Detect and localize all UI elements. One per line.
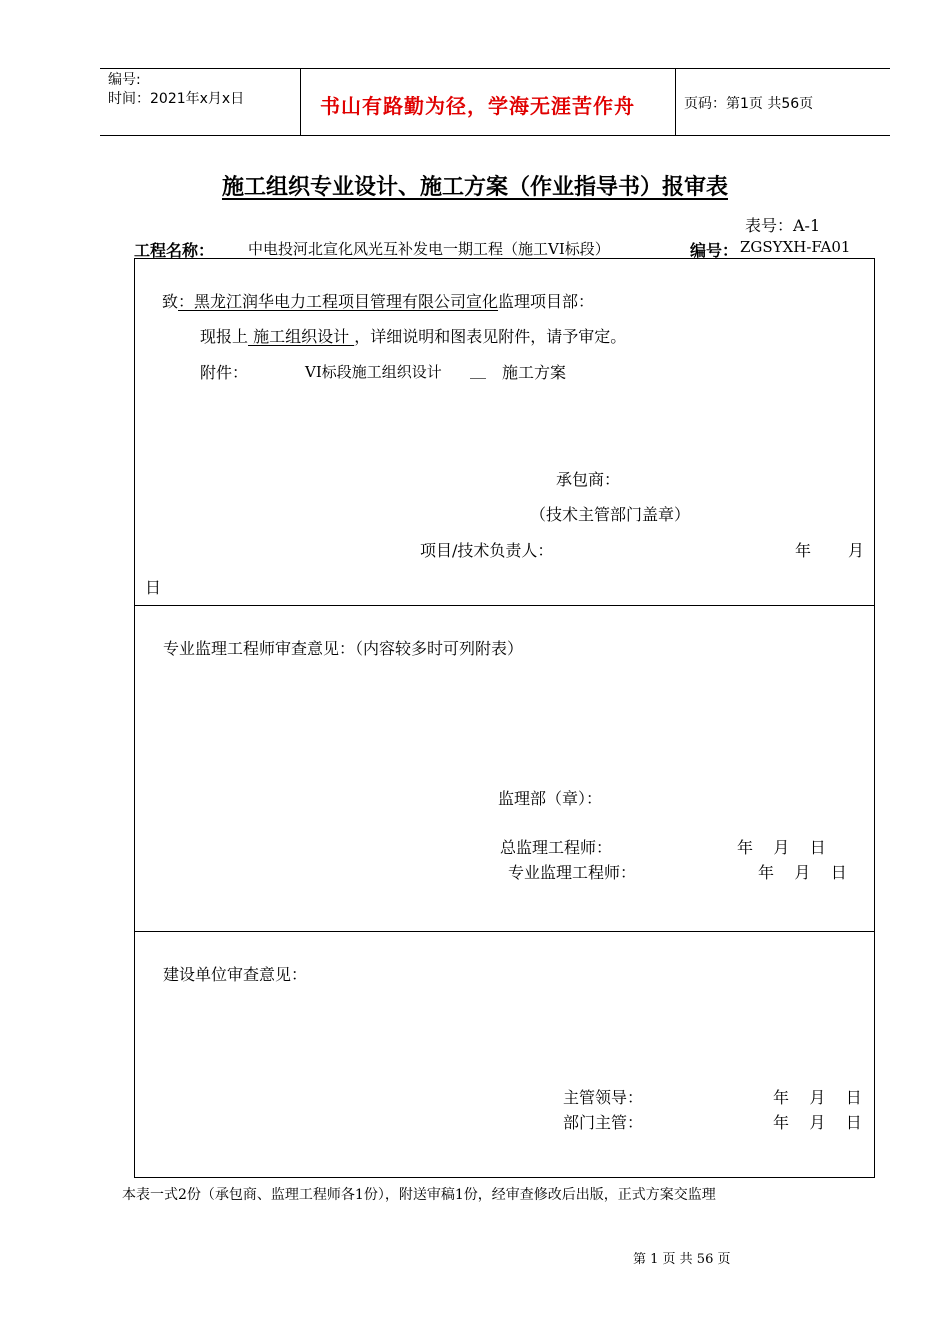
serial-label: 编号: (108, 72, 141, 88)
chief-engineer-date: 年 月 日 (737, 838, 826, 857)
to-org: ：黑龙江润华电力工程项目管理有限公司宣化 (178, 292, 499, 311)
specialist-engineer-date: 年 月 日 (758, 863, 847, 882)
report-line (200, 324, 626, 347)
day-label: 日 (145, 578, 162, 597)
dept-head-date: 年 月 日 (773, 1113, 862, 1132)
stamp-note: （技术主管部门盖章） (530, 505, 691, 524)
leader-date: 年 月 日 (773, 1088, 862, 1107)
time-label: 时间：2021年x月x日 (108, 91, 245, 107)
attach-item-2: 施工方案 (502, 363, 567, 382)
footer-note: 本表一式2份（承包商、监理工程师各1份），附送审稿1份，经审查修改后出版，正式方案交监理 (122, 1187, 716, 1203)
supervisor-dept-stamp: 监理部（章）： (498, 789, 603, 808)
header-bottom-rule (100, 135, 890, 136)
header-divider-left (300, 68, 301, 136)
page-info: 页码：第1页 共56页 (684, 96, 814, 112)
month-label: 月 (848, 541, 865, 560)
header-top-rule (100, 68, 890, 69)
project-code-value: ZGSYXH-FA01 (740, 238, 851, 256)
report-suffix: ，详细说明和图表见附件，请予审定。 (354, 327, 627, 346)
footer-page-number: 第 1 页 共 56 页 (633, 1252, 731, 1267)
header-divider-right (675, 68, 676, 136)
owner-opinion-label: 建设单位审查意见： (163, 965, 308, 984)
to-suffix: 监理项目部： (498, 292, 595, 311)
form-number: 表号：A-1 (745, 216, 821, 235)
attach-item-1: VI标段施工组织设计 (305, 363, 442, 381)
chief-engineer-label: 总监理工程师： (500, 838, 613, 857)
document-title: 施工组织专业设计、施工方案（作业指导书）报审表 (221, 174, 728, 200)
year-label: 年 (795, 541, 812, 560)
dept-head-label: 部门主管： (563, 1113, 644, 1132)
attach-blank: __ (470, 360, 486, 379)
attach-label: 附件： (200, 363, 249, 382)
supervisor-opinion-label: 专业监理工程师审查意见：（内容较多时可列附表） (163, 639, 524, 658)
to-prefix: 致 (162, 292, 179, 311)
report-item: 施工组织设计 (248, 327, 355, 346)
project-name-label: 工程名称： (134, 241, 215, 260)
project-code-label: 编号： (690, 241, 739, 260)
specialist-engineer-label: 专业监理工程师： (508, 863, 637, 882)
contractor-label: 承包商： (556, 470, 621, 489)
project-name-value: 中电投河北宣化风光互补发电一期工程（施工VI标段） (248, 240, 610, 258)
to-line (162, 289, 594, 312)
motto: 书山有路勤为径，学海无涯苦作舟 (320, 94, 635, 118)
responsible-label: 项目/技术负责人： (420, 541, 554, 560)
leader-label: 主管领导： (563, 1088, 644, 1107)
report-prefix: 现报上 (200, 327, 249, 346)
